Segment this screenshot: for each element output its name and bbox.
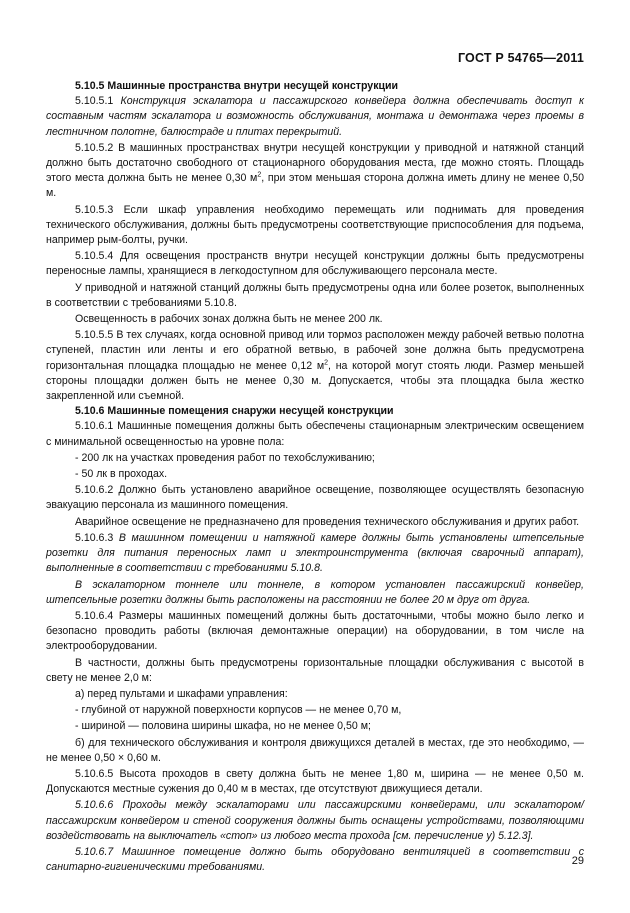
list-item: - шириной — половина ширины шкафа, но не менее 0,50 м; (75, 720, 371, 733)
paragraph-emergency-light: Аварийное освещение не предназначено для проведения технического обслуживания и других работ. (75, 515, 580, 528)
paragraph-5-10-5-3: 5.10.5.3 Если шкаф управления необходимо перемещать или поднимать для проведения технического обслуживания, должны быть предусмотрены соответствующие приспособления для подъема, например рым-болты, ручки. (46, 203, 584, 247)
paragraph-platforms: В частности, должны быть предусмотрены горизонтальные площадки обслуживания с высотой в свету не менее 2,0 м: (46, 656, 584, 684)
paragraph-5-10-6-5: 5.10.6.5 Высота проходов в свету должна быть не менее 1,80 м, ширина — не менее 0,50 м. Допускаются местные сужения до 0,40 м в местах, где отсутствуют движущиеся детали. (46, 767, 584, 796)
paragraph-5-10-6-7: 5.10.6.7 Машинное помещение должно быть оборудовано вентиляцией в соответствии с санитарно-гигиеническими требованиями. (46, 845, 584, 874)
section-heading-5-10-6: 5.10.6 Машинные помещения снаружи несущей конструкции (75, 405, 394, 418)
clause-number: 5.10.6.3 (75, 531, 114, 544)
paragraph-5-10-6-1: 5.10.6.1 Машинные помещения должны быть обеспечены стационарным электрическим освещением с минимальной освещенностью на уровне пола: (46, 420, 584, 448)
list-item: - глубиной от наружной поверхности корпусов — не менее 0,70 м, (75, 704, 402, 717)
list-item: а) перед пультами и шкафами управления: (75, 687, 288, 700)
paragraph-5-10-5-1 (46, 94, 584, 140)
document-header: ГОСТ Р 54765—2011 (457, 51, 584, 65)
clause-text-cont: , на которой могут стоять люди. Размер меньшей стороны площадки должен быть не менее 0,30 м. Допускается, чтобы эта площадка была жестко закрепленной или съемной. (46, 359, 584, 403)
list-item: - 50 лк в проходах. (75, 468, 168, 481)
clause-number: 5.10.5.1 (75, 95, 114, 108)
paragraph-illuminance: Освещенность в рабочих зонах должна быть не менее 200 лк. (75, 313, 383, 326)
section-heading-5-10-5: 5.10.5 Машинные пространства внутри несущей конструкции (75, 80, 399, 92)
document-body (46, 79, 584, 875)
paragraph-5-10-6-3 (46, 531, 584, 577)
paragraph-5-10-6-6: 5.10.6.6 Проходы между эскалаторами или пассажирскими конвейерами, или эскалатором/пассажирским конвейером и стеной сооружения должны быть оснащены устройствами, позволяющими воздействовать на выключатель «стоп» из любого места прохода [см. перечисление у) 5.12.3]. (46, 799, 584, 842)
paragraph-tunnel-sockets: В эскалаторном тоннеле или тоннеле, в котором установлен пассажирский конвейер, штепсельные розетки должны быть расположены на расстоянии не более 20 м друг от друга. (46, 578, 584, 606)
list-item: - 200 лк на участках проведения работ по техобслуживанию; (75, 451, 375, 464)
paragraph-5-10-6-4: 5.10.6.4 Размеры машинных помещений должны быть достаточными, чтобы можно было легко и безопасно проводить работы (включая демонтажные операции) на оборудовании, в том числе на электрооборудовании. (46, 609, 584, 653)
clause-text-cont: , при этом меньшая сторона должна иметь длину не менее 0,50 м. (46, 172, 584, 200)
superscript: 2 (324, 359, 329, 367)
paragraph-5-10-5-5 (46, 328, 584, 404)
clause-text: Конструкция эскалатора и пассажирского конвейера должна обеспечивать доступ к составным частям эскалатора и возможность обслуживания, монтажа и демонтажа через проемы в лестничном полотне, балюстраде и плитах перекрытий. (46, 95, 584, 138)
paragraph-5-10-5-4: 5.10.5.4 Для освещения пространств внутри несущей конструкции должны быть предусмотрены переносные лампы, хранящиеся в легкодоступном для обслуживающего персонала месте. (46, 250, 584, 278)
superscript: 2 (257, 171, 262, 179)
page-number: 29 (571, 855, 584, 867)
clause-text: В машинном помещении и натяжной камере должны быть установлены штепсельные розетки для питания переносных ламп и электроинструмента (включая сварочный аппарат), выполненные в соответствии с требованиями 5.10.8. (46, 531, 584, 575)
paragraph-sockets: У приводной и натяжной станций должны быть предусмотрены одна или более розеток, выполненных в соответствии с требованиями 5.10.8. (46, 281, 584, 309)
clause-text: 5.10.5.5 В тех случаях, когда основной привод или тормоз расположен между рабочей ветвью полотна ступеней, пластин или ленты и его обратной ветвью, в рабочей зоне должна быть предусмотрена горизонтальная площадка площадью не менее 0,12 м (46, 329, 584, 372)
paragraph-5-10-5-2 (46, 141, 584, 202)
paragraph-5-10-6-2: 5.10.6.2 Должно быть установлено аварийное освещение, позволяющее осуществлять безопасную эвакуацию персонала из машинного помещения. (46, 484, 584, 512)
clause-text: 5.10.5.2 В машинных пространствах внутри несущей конструкции у приводной и натяжной станций должно быть достаточно свободного от стационарного оборудования места, где можно стоять. Площадь этого места должна быть не менее 0,30 м (46, 141, 584, 185)
list-item: б) для технического обслуживания и контроля движущихся деталей в местах, где это необходимо, — не менее 0,50 × 0,60 м. (46, 736, 584, 764)
